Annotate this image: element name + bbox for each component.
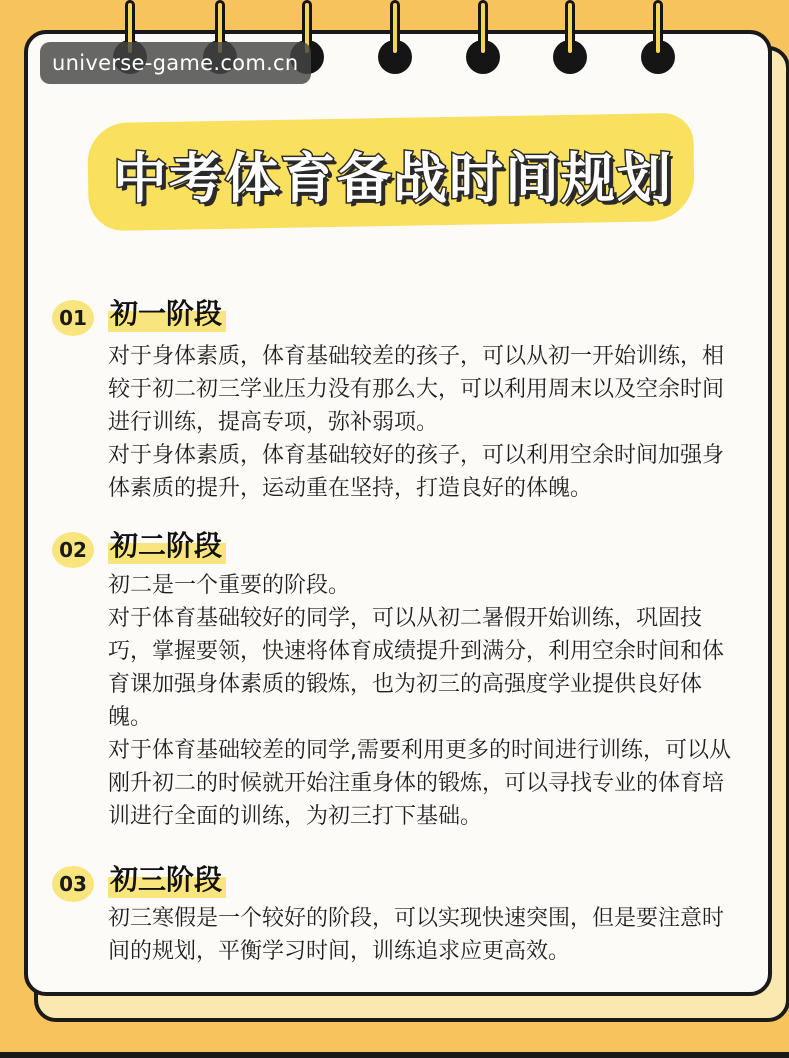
section-number: 01 [52, 300, 94, 336]
section-paragraph: 对于体育基础较差的同学,需要利用更多的时间进行训练，可以从刚升初二的时候就开始注重身体的锻炼，可以寻找专业的体育培训进行全面的训练，为初三打下基础。 [108, 738, 731, 829]
section-number: 03 [52, 866, 94, 902]
watermark: universe-game.com.cn [40, 42, 311, 84]
section-title: 初三阶段 [108, 858, 226, 898]
ring-wire [478, 0, 488, 56]
section-paragraph: 初二是一个重要的阶段。 [108, 573, 351, 598]
section-paragraph: 对于身体素质，体育基础较差的孩子，可以从初一开始训练，相较于初二初三学业压力没有那么大，可以利用周末以及空余时间进行训练，提高专项，弥补弱项。 [108, 344, 725, 435]
section-number: 02 [52, 532, 94, 568]
page-title: 中考体育备战时间规划 [113, 147, 673, 210]
section-paragraph: 初三寒假是一个较好的阶段，可以实现快速突围，但是要注意时间的规划，平衡学习时间，训练追求应更高效。 [108, 906, 725, 964]
section-paragraph: 对于体育基础较好的同学，可以从初二暑假开始训练，巩固技巧，掌握要领，快速将体育成绩提升到满分，利用空余时间和体育课加强身体素质的锻炼，也为初三的高强度学业提供良好体魄。 [108, 606, 725, 730]
section-title: 初一阶段 [108, 292, 226, 332]
ring-wire [565, 0, 575, 56]
section-paragraph: 对于身体素质，体育基础较好的孩子，可以利用空余时间加强身体素质的提升，运动重在坚持，打造良好的体魄。 [108, 443, 725, 501]
ring-wire [653, 0, 663, 56]
section-title: 初二阶段 [108, 524, 226, 564]
ring-wire [390, 0, 400, 56]
bottom-border [0, 1052, 789, 1058]
